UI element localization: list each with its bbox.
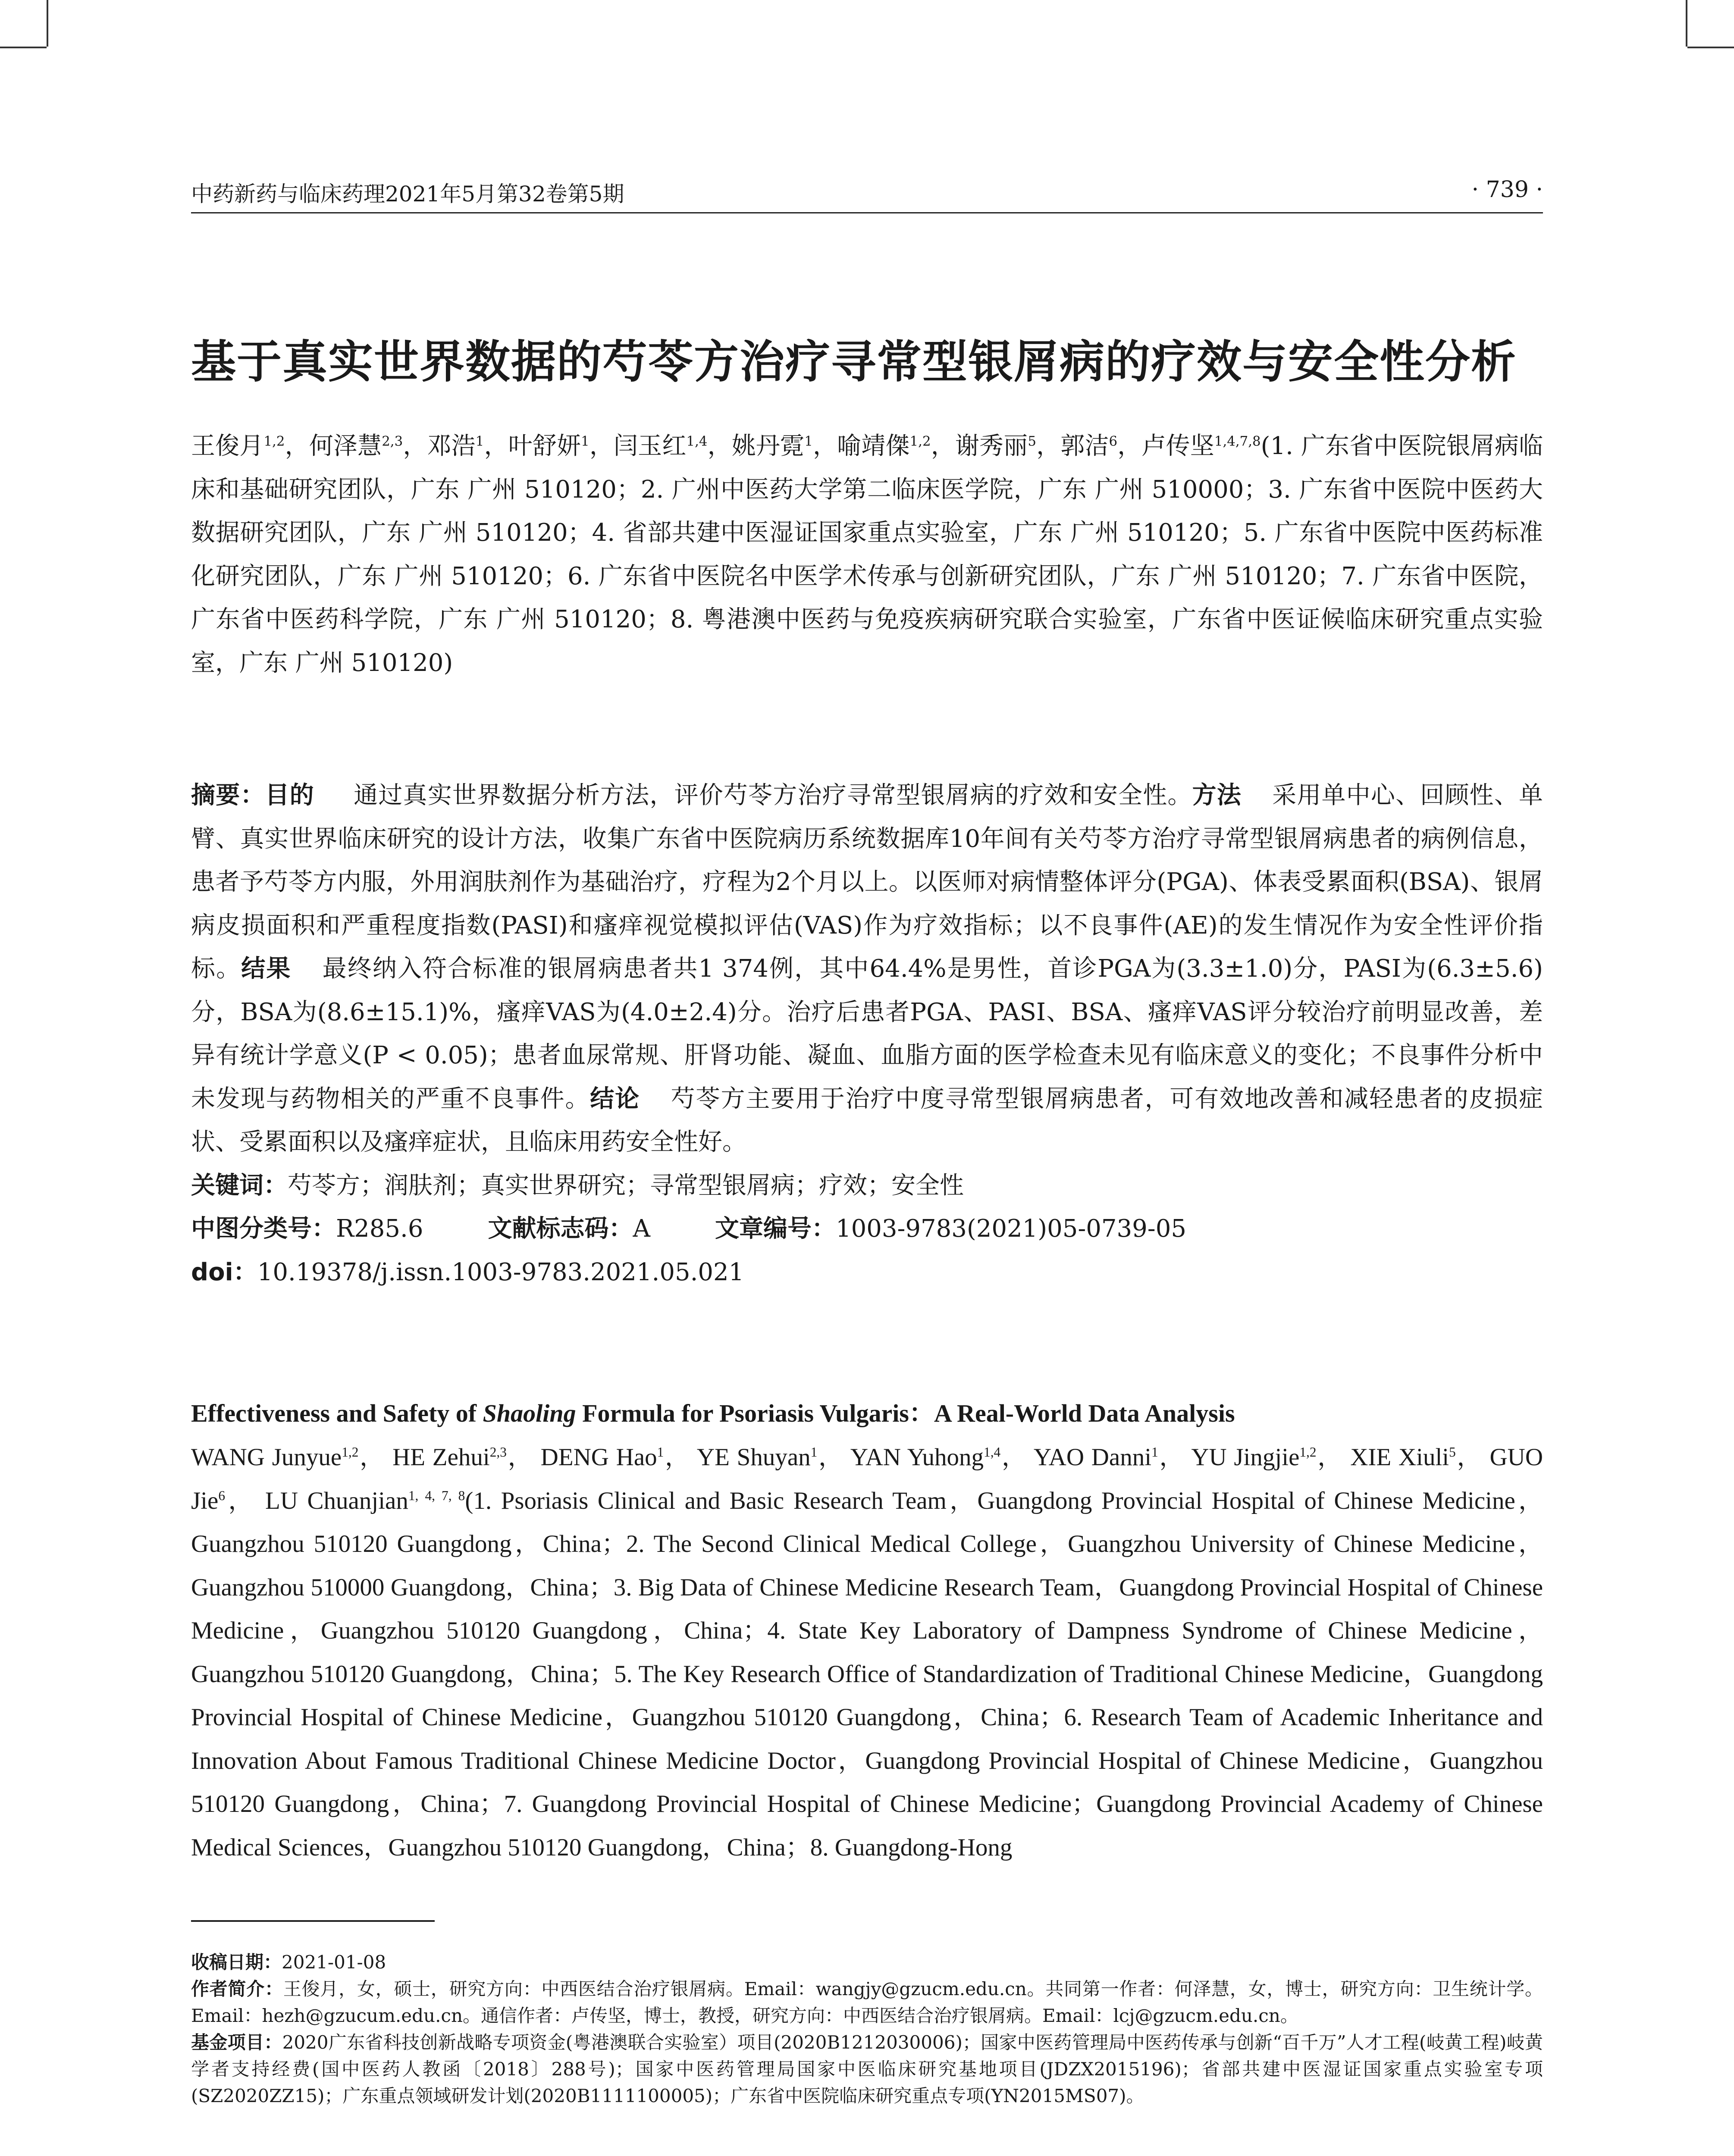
author-name: 谢秀丽 <box>955 432 1028 460</box>
keywords-value: 芍苓方；润肤剂；真实世界研究；寻常型银屑病；疗效；安全性 <box>288 1171 964 1200</box>
conclusion-text: 芍苓方主要用于治疗中度寻常型银屑病患者，可有效地改善和减轻患者的皮损症状、受累面积以及瘙痒症状，且临床用药安全性好。 <box>191 1084 1543 1156</box>
received-value: 2021-01-08 <box>282 1952 386 1973</box>
author-affiliation-sup: 1,2 <box>342 1445 359 1460</box>
crop-mark <box>0 47 47 48</box>
author-affiliation-sup: 1 <box>804 433 813 449</box>
author-name: 王俊月 <box>191 432 264 460</box>
authors-cn <box>191 425 1543 685</box>
author-name: 姚丹霓 <box>731 432 805 460</box>
author-name: YAN Yuhong <box>850 1444 984 1471</box>
crop-mark <box>1687 47 1734 48</box>
author-affiliation-sup: 1 <box>657 1445 664 1460</box>
author-affiliation-sup: 1 <box>810 1445 818 1460</box>
author-name: 邓浩 <box>427 432 476 460</box>
author-name: LU Chuanjian <box>265 1487 408 1514</box>
results-label: 结果 <box>241 955 292 983</box>
author-info <box>191 1976 1543 2029</box>
doc-code-label: 文献标志码： <box>488 1215 633 1243</box>
author-affiliation-sup: 5 <box>1028 433 1036 449</box>
author-affiliation-sup: 1,2 <box>909 433 931 449</box>
results-text: 最终纳入符合标准的银屑病患者共1 374例，其中64.4%是男性，首诊PGA为(3.3±1.0)分，PASI为(6.3±5.6)分，BSA为(8.6±15.1)%，瘙痒VAS为(4.0±2.4)分。治疗后患者PGA、PASI、BSA、瘙痒VAS评分较治疗前明显改善，差异有统计学意义(P < 0.05)；患者血尿常规、肝肾功能、凝血、血脂方面的医学检查未见有临床意义的变化；不良事件分析中未发现与药物相关的严重不良事件。 <box>191 955 1543 1113</box>
authors-en <box>191 1436 1543 1869</box>
article-title: 基于真实世界数据的芍苓方治疗寻常型银屑病的疗效与安全性分析 <box>191 335 1517 388</box>
author-list-en: WANG Junyue$^{1,2}$， HE Zehui$^{2,3}$， DENG Hao$^1$， YE Shuyan$^1$， YAN Yuhong$^{1,4}$， YAO Danni$^1$， YU Jingjie$^{1,2}$， XIE Xiuli$^5$， GUO Jie$^6$， LU Chuanjian$^{1, 4, 7, 8}$ <box>191 1444 1543 1514</box>
abstract-cn <box>191 774 1543 1294</box>
author-info-label: 作者简介： <box>191 1978 283 1999</box>
english-title-part2: Formula for Psoriasis Vulgaris：A Real-World Data Analysis <box>576 1399 1235 1427</box>
received-date <box>191 1949 1543 1976</box>
author-name: XIE Xiuli <box>1350 1444 1449 1471</box>
author-affiliation-sup: 1,2 <box>263 433 285 449</box>
abstract-label: 摘要： <box>191 781 265 809</box>
keywords-label: 关键词： <box>191 1171 288 1200</box>
author-name: DENG Hao <box>540 1444 657 1471</box>
journal-header: 中药新药与临床药理2021年5月第32卷第5期 <box>191 182 624 207</box>
author-name: 闫玉红 <box>614 432 687 460</box>
clc-label: 中图分类号： <box>191 1215 336 1243</box>
english-title-italic: Shaoling <box>483 1399 576 1427</box>
author-affiliation-sup: 1 <box>1151 1445 1158 1460</box>
conclusion-label: 结论 <box>590 1084 640 1113</box>
author-name: WANG Junyue <box>191 1444 342 1471</box>
author-name: 叶舒妍 <box>508 432 581 460</box>
fund-value: 2020广东省科技创新战略专项资金(粤港澳联合实验室）项目(2020B1212030006)；国家中医药管理局中医药传承与创新“百千万”人才工程(岐黄工程)岐黄学者支持经费(国中医药人教函〔2018〕288号)；国家中医药管理局国家中医临床研究基地项目(JDZX2015196)；省部共建中医湿证国家重点实验室专项(SZ2020ZZ15)；广东重点领域研发计划(2020B1111100005)；广东省中医院临床研究重点专项(YN2015MS07)。 <box>191 2032 1543 2106</box>
objective-text: 通过真实世界数据分析方法，评价芍苓方治疗寻常型银屑病的疗效和安全性。 <box>353 781 1192 809</box>
author-affiliation-sup: 1,4 <box>984 1445 1001 1460</box>
fund-label: 基金项目： <box>191 2032 282 2053</box>
author-affiliation-sup: 2,3 <box>382 433 403 449</box>
author-affiliation-sup: 6 <box>1109 433 1118 449</box>
doi-value: 10.19378/j.issn.1003-9783.2021.05.021 <box>257 1258 744 1286</box>
doi-line <box>191 1251 1543 1294</box>
author-name: YU Jingjie <box>1191 1444 1300 1471</box>
methods-text: 采用单中心、回顾性、单臂、真实世界临床研究的设计方法，收集广东省中医院病历系统数据库10年间有关芍苓方治疗寻常型银屑病患者的病例信息，患者予芍苓方内服，外用润肤剂作为基础治疗，疗程为2个月以上。以医师对病情整体评分(PGA)、体表受累面积(BSA)、银屑病皮损面积和严重程度指数(PASI)和瘙痒视觉模拟评估(VAS)作为疗效指标；以不良事件(AE)的发生情况作为安全性评价指标。 <box>191 781 1543 983</box>
crop-mark <box>47 0 48 47</box>
received-label: 收稿日期： <box>191 1952 282 1973</box>
article-number-label: 文章编号： <box>715 1215 836 1243</box>
author-name: GUO Jie <box>191 1444 1543 1514</box>
clc-value: R285.6 <box>336 1215 423 1243</box>
english-title <box>191 1393 1543 1429</box>
author-affiliation-sup: 1 <box>581 433 589 449</box>
author-affiliation-sup: 1,4,7,8 <box>1214 433 1261 449</box>
crop-mark <box>1686 0 1687 47</box>
page-number: · 739 · <box>1471 177 1543 203</box>
author-name: HE Zehui <box>392 1444 490 1471</box>
author-affiliation-sup: 1 <box>475 433 484 449</box>
article-number-value: 1003-9783(2021)05-0739-05 <box>835 1215 1186 1243</box>
author-name: YAO Danni <box>1033 1444 1152 1471</box>
author-info-value: 王俊月，女，硕士，研究方向：中西医结合治疗银屑病。Email：wangjy@gzucm.edu.cn。共同第一作者：何泽慧，女，博士，研究方向：卫生统计学。Email：hezh@gzucum.edu.cn。通信作者：卢传坚，博士，教授，研究方向：中西医结合治疗银屑病。Email：lcj@gzucm.edu.cn。 <box>191 1978 1543 2026</box>
keywords-line <box>191 1164 1543 1208</box>
author-name: 喻靖傑 <box>837 432 910 460</box>
fund-info <box>191 2029 1543 2109</box>
author-affiliation-sup: 1,2 <box>1299 1445 1317 1460</box>
doi-label: doi： <box>191 1258 257 1286</box>
author-name: 郭洁 <box>1060 432 1109 460</box>
affiliations-en: (1. Psoriasis Clinical and Basic Research Team，Guangdong Provincial Hospital of Chinese Medicine，Guangzhou 510120 Guangdong，China；2. The Second Clinical Medical College，Guangzhou University of Chinese Medicine，Guangzhou 510000 Guangdong，China；3. Big Data of Chinese Medicine Research Team，Guangdong Provincial Hospital of Chinese Medicine，Guangzhou 510120 Guangdong，China；4. State Key Laboratory of Dampness Syndrome of Chinese Medicine，Guangzhou 510120 Guangdong，China；5. The Key Research Office of Standardization of Traditional Chinese Medicine，Guangdong Provincial Hospital of Chinese Medicine，Guangzhou 510120 Guangdong，China；6. Research Team of Academic Inheritance and Innovation About Famous Traditional Chinese Medicine Doctor，Guangdong Provincial Hospital of Chinese Medicine，Guangzhou 510120 Guangdong，China；7. Guangdong Provincial Hospital of Chinese Medicine；Guangdong Provincial Academy of Chinese Medical Sciences，Guangzhou 510120 Guangdong，China；8. Guangdong-Hong <box>191 1487 1543 1861</box>
author-name: 何泽慧 <box>309 432 382 460</box>
affiliations-cn: (1. 广东省中医院银屑病临床和基础研究团队，广东 广州 510120；2. 广州中医药大学第二临床医学院，广东 广州 510000；3. 广东省中医院中医药大数据研究团队，广东 广州 510120；4. 省部共建中医湿证国家重点实验室，广东 广州 510120；5. 广东省中医院中医药标准化研究团队，广东 广州 510120；6. 广东省中医院名中医学术传承与创新研究团队，广东 广州 510120；7. 广东省中医院，广东省中医药科学院，广东 广州 510120；8. 粤港澳中医药与免疫疾病研究联合实验室，广东省中医证候临床研究重点实验室，广东 广州 510120) <box>191 432 1543 677</box>
footnote-rule <box>191 1920 435 1922</box>
author-name: YE Shuyan <box>696 1444 811 1471</box>
author-list-cn: 王俊月$^{1,2}$，何泽慧$^{2,3}$，邓浩$^1$，叶舒妍$^1$，闫玉红$^{1,4}$，姚丹霓$^1$，喻靖傑$^{1,2}$，谢秀丽$^5$，郭洁$^6$，卢传坚$^{1,4,7,8}$ <box>191 432 1261 460</box>
objective-label: 目的 <box>265 781 314 809</box>
doc-code-value: A <box>633 1215 650 1243</box>
author-affiliation-sup: 1,4 <box>686 433 708 449</box>
author-affiliation-sup: 6 <box>218 1488 225 1503</box>
header-rule <box>191 212 1543 213</box>
classification-line <box>191 1207 1543 1251</box>
methods-label: 方法 <box>1192 781 1242 809</box>
author-name: 卢传坚 <box>1141 432 1214 460</box>
english-title-part1: Effectiveness and Safety of <box>191 1399 483 1427</box>
author-affiliation-sup: 2,3 <box>489 1445 507 1460</box>
author-affiliation-sup: 1, 4, 7, 8 <box>408 1488 465 1503</box>
footnotes <box>191 1949 1543 2109</box>
author-affiliation-sup: 5 <box>1449 1445 1456 1460</box>
